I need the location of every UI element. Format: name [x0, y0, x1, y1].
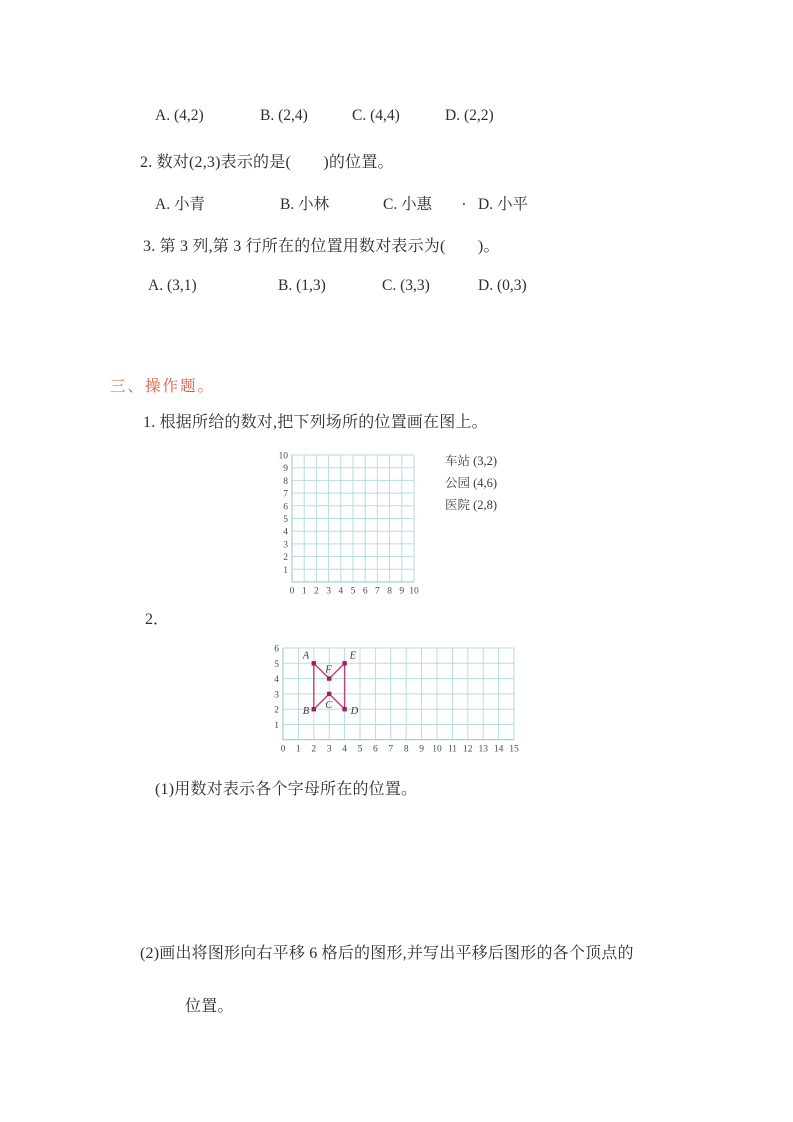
question2-option-c: C. 小惠 — [383, 196, 433, 213]
svg-text:10: 10 — [432, 744, 442, 755]
svg-text:2: 2 — [274, 705, 279, 716]
question3-option-b: B. (1,3) — [278, 277, 326, 294]
svg-text:10: 10 — [278, 451, 288, 462]
question2-option-d: D. 小平 — [478, 196, 528, 213]
svg-text:12: 12 — [463, 744, 473, 755]
svg-text:1: 1 — [296, 744, 301, 755]
svg-text:B: B — [302, 706, 310, 718]
prev-option-a: A. (4,2) — [155, 107, 204, 124]
prev-option-d: D. (2,2) — [445, 107, 494, 124]
svg-text:9: 9 — [399, 586, 405, 597]
svg-text:8: 8 — [403, 744, 409, 755]
coordinate-grid-2 — [265, 638, 550, 763]
svg-text:11: 11 — [447, 744, 457, 755]
svg-text:6: 6 — [373, 744, 378, 755]
svg-text:7: 7 — [375, 586, 380, 597]
section3-task2-label: 2． — [145, 611, 170, 628]
svg-text:3: 3 — [326, 586, 331, 597]
svg-text:6: 6 — [274, 644, 279, 655]
svg-text:9: 9 — [419, 744, 424, 755]
svg-text:15: 15 — [509, 744, 519, 755]
svg-text:5: 5 — [357, 744, 363, 755]
coordinate-grid-1 — [265, 444, 565, 604]
svg-text:1: 1 — [283, 565, 288, 576]
svg-text:F: F — [325, 664, 332, 676]
svg-text:0: 0 — [280, 744, 286, 755]
section3-sub1-text: (1)用数对表示各个字母所在的位置。 — [155, 781, 418, 798]
stray-dot: . — [462, 192, 466, 209]
svg-text:5: 5 — [274, 659, 279, 670]
question2-option-b: B. 小林 — [280, 196, 330, 213]
svg-text:1: 1 — [274, 721, 279, 731]
svg-text:5: 5 — [283, 515, 288, 525]
svg-text:3: 3 — [326, 744, 332, 755]
svg-text:3: 3 — [274, 690, 279, 701]
svg-text:14: 14 — [493, 744, 504, 755]
svg-text:4: 4 — [274, 675, 279, 686]
question3-option-c: C. (3,3) — [382, 277, 430, 294]
question2-option-a: A. 小青 — [155, 196, 205, 213]
svg-text:7: 7 — [388, 744, 394, 755]
svg-text:13: 13 — [478, 744, 488, 755]
svg-text:车站 (3,2): 车站 (3,2) — [445, 454, 498, 468]
svg-text:6: 6 — [283, 502, 288, 513]
section3-header: 三、操作题。 — [110, 378, 216, 395]
question3-option-d: D. (0,3) — [478, 277, 527, 294]
svg-text:A: A — [302, 650, 310, 662]
svg-text:1: 1 — [301, 586, 307, 597]
svg-text:D: D — [350, 706, 359, 718]
svg-text:4: 4 — [342, 744, 347, 755]
svg-text:C: C — [325, 699, 333, 711]
section3-sub2-line2: 位置。 — [185, 998, 234, 1015]
svg-text:6: 6 — [362, 586, 368, 597]
question3-option-a: A. (3,1) — [148, 277, 197, 294]
question2-text: 2. 数对(2,3)表示的是( )的位置。 — [140, 154, 394, 171]
svg-text:3: 3 — [283, 540, 288, 551]
svg-text:4: 4 — [283, 527, 288, 538]
svg-text:医院 (2,8): 医院 (2,8) — [445, 498, 498, 512]
svg-text:8: 8 — [283, 476, 288, 487]
svg-text:E: E — [349, 650, 357, 662]
question3-text: 3. 第 3 列,第 3 行所在的位置用数对表示为( )。 — [143, 238, 500, 255]
section3-sub2-line1: (2)画出将图形向右平移 6 格后的图形,并写出平移后图形的各个顶点的 — [140, 945, 634, 962]
svg-text:7: 7 — [283, 489, 288, 500]
svg-text:2: 2 — [311, 744, 317, 755]
svg-text:2: 2 — [283, 553, 288, 564]
svg-text:4: 4 — [338, 586, 344, 597]
svg-text:9: 9 — [283, 464, 288, 475]
prev-option-c: C. (4,4) — [352, 107, 400, 124]
svg-text:10: 10 — [409, 586, 419, 597]
svg-text:5: 5 — [350, 586, 356, 597]
svg-text:2: 2 — [314, 586, 319, 597]
svg-text:8: 8 — [387, 586, 392, 597]
svg-text:公园 (4,6): 公园 (4,6) — [445, 476, 498, 490]
prev-option-b: B. (2,4) — [260, 107, 308, 124]
section3-task1-text: 1. 根据所给的数对,把下列场所的位置画在图上。 — [143, 414, 488, 431]
svg-text:0: 0 — [289, 586, 295, 597]
